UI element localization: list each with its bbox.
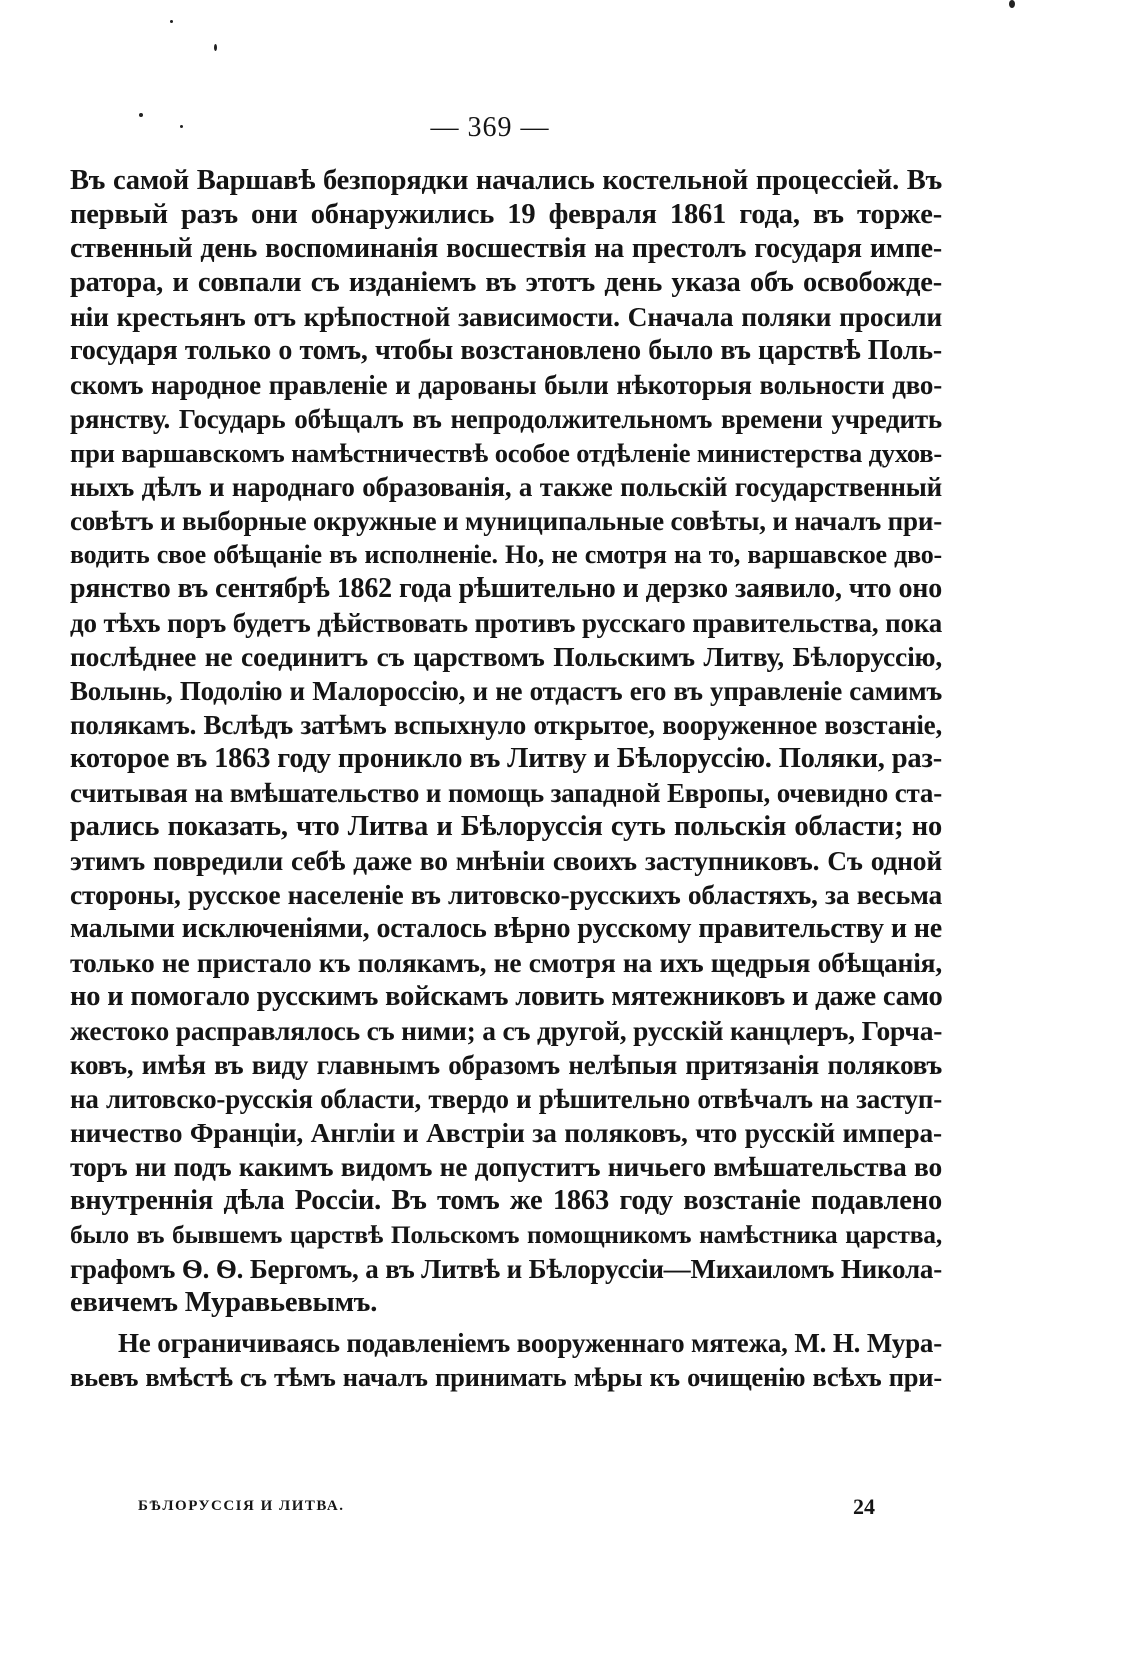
text-line: государя только о томъ, чтобы возстановлено было въ царствѣ Поль- (70, 335, 942, 366)
text-line: скомъ народное правленіе и дарованы были нѣкоторыя вольности дво- (70, 370, 942, 400)
text-line: водить свое обѣщаніе въ исполненіе. Но, не смотря на то, варшавское дво- (70, 540, 942, 569)
text-line: считывая на вмѣшательство и помощь западной Европы, очевидно ста- (70, 778, 942, 808)
text-line: при варшавскомъ намѣстничествѣ особое отдѣленіе министерства духов- (70, 438, 942, 468)
text-line: до тѣхъ поръ будетъ дѣйствовать противъ русскаго правительства, пока (70, 608, 942, 638)
text-line: малыми исключеніями, осталось вѣрно русскому правительству и не (70, 913, 942, 944)
ink-speck (214, 44, 217, 51)
text-line: Волынь, Подолію и Малороссію, и не отдастъ его въ управленіе самимъ (70, 676, 942, 706)
text-line: ратора, и совпали съ изданіемъ въ этотъ день указа объ освобожде- (70, 267, 942, 298)
text-line: стороны, русское населеніе въ литовско-русскихъ областяхъ, за весьма (70, 879, 942, 910)
text-line: послѣднее не соединитъ съ царствомъ Польскимъ Литву, Бѣлоруссію, (70, 641, 942, 672)
text-line: было въ бывшемъ царствѣ Польскомъ помощникомъ намѣстника царства, (70, 1220, 942, 1249)
footer-sheet-number: 24 (853, 1494, 875, 1519)
text-line: торъ ни подъ какимъ видомъ не допуститъ ничьего вмѣшательства во (70, 1151, 942, 1182)
text-line: ственный день воспоминанія восшествія на престолъ государя импе- (70, 233, 942, 264)
ink-speck (180, 125, 183, 128)
text-line: этимъ повредили себѣ даже во мнѣніи своихъ заступниковъ. Съ одной (70, 845, 942, 876)
text-line: ковъ, имѣя въ виду главнымъ образомъ нелѣпыя притязанія поляковъ (70, 1050, 942, 1080)
text-line: вьевъ вмѣстѣ съ тѣмъ началъ принимать мѣры къ очищенію всѣхъ при- (70, 1362, 942, 1392)
text-line: рались показать, что Литва и Бѣлоруссія суть польскія области; но (70, 811, 942, 842)
ink-speck (1009, 0, 1015, 8)
text-line: жестоко расправлялось съ ними; а съ другой, русскій канцлеръ, Горча- (70, 1015, 943, 1046)
text-line: ныхъ дѣлъ и народнаго образованія, а также польскій государственный (70, 472, 942, 502)
text-line-paragraph-end: евичемъ Муравьевымъ. (70, 1287, 378, 1318)
page-number: — 369 — (430, 112, 550, 143)
text-line: рянству. Государь обѣщалъ въ непродолжительномъ времени учредить (70, 404, 942, 434)
text-line: полякамъ. Вслѣдъ затѣмъ вспыхнуло открытое, вооруженное возстаніе, (70, 710, 942, 740)
text-line: рянство въ сентябрѣ 1862 года рѣшительно и дерзко заявило, что оно (70, 573, 942, 604)
text-line: первый разъ они обнаружились 19 февраля 1861 года, въ торже- (70, 199, 942, 230)
text-line: Въ самой Варшавѣ безпорядки начались костельной процессіей. Въ (70, 165, 942, 196)
footer-signature: БѢЛОРУССІЯ И ЛИТВА. (138, 1498, 345, 1514)
text-line: графомъ Ѳ. Ѳ. Бергомъ, а въ Литвѣ и Бѣлоруссіи—Михаиломъ Никола- (70, 1254, 942, 1284)
text-line-paragraph-start: Не ограничиваясь подавленіемъ вооруженнаго мятежа, М. Н. Мура- (118, 1328, 942, 1358)
text-line: внутреннія дѣла Россіи. Въ томъ же 1863 году возстаніе подавлено (70, 1185, 942, 1216)
text-line: ничество Франціи, Англіи и Австріи за поляковъ, что русскій импера- (70, 1117, 942, 1148)
text-line: на литовско-русскія области, твердо и рѣшительно отвѣчалъ на заступ- (70, 1084, 942, 1114)
ink-speck (139, 113, 143, 117)
text-line: но и помогало русскимъ войскамъ ловить мятежниковъ и даже само (70, 981, 943, 1012)
text-line: только не пристало къ полякамъ, не смотря на ихъ щедрыя обѣщанія, (70, 947, 942, 978)
text-line: ніи крестьянъ отъ крѣпостной зависимости. Сначала поляки просили (70, 301, 942, 332)
text-line: совѣтъ и выборные окружные и муниципальные совѣты, и началъ при- (70, 506, 942, 536)
ink-speck (170, 20, 173, 23)
text-line: которое въ 1863 году проникло въ Литву и Бѣлоруссію. Поляки, раз- (70, 743, 942, 774)
